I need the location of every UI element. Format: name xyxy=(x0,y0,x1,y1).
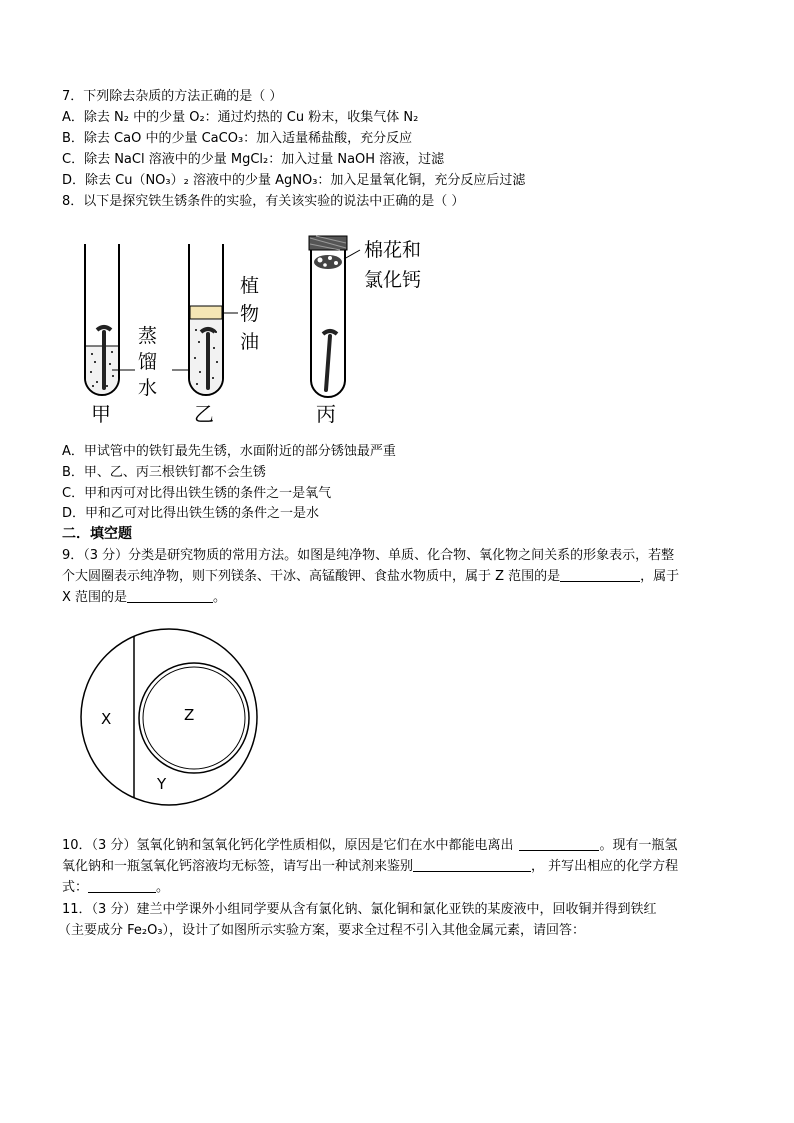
q10-line-2-text: 氧化钠和一瓶氢氧化钙溶液均无标签，请写出一种试剂来鉴别 xyxy=(62,859,414,874)
q10-line-1-tail: 。现有一瓶氢 xyxy=(599,838,678,853)
tube-yi xyxy=(172,244,238,395)
q9-line-3-tail: 。 xyxy=(213,590,227,605)
q11-line-2: （主要成分 Fe₂O₃），设计了如图所示实验方案，要求全过程不引入其他金属元素，请回答： xyxy=(58,923,586,938)
label-water-3: 水 xyxy=(138,377,158,399)
q9-line-2-text: 个大圆圈表示纯净物，则下列镁条、干冰、高锰酸钾、食盐水物质中，属于 Z 范围的是 xyxy=(62,569,561,584)
q8-option-c: C．甲和丙可对比得出铁生锈的条件之一是氧气 xyxy=(62,486,332,501)
q11-line-1: 11．（3 分）建兰中学课外小组同学要从含有氯化钠、氯化铜和氯化亚铁的某废液中，回收铜并得到铁红 xyxy=(62,902,657,917)
label-cotton-1: 棉花和 xyxy=(364,239,422,261)
q10-line-3-text: 式： xyxy=(62,880,89,895)
section-title: 二．填空题 xyxy=(62,526,132,542)
answer-blank-reagent[interactable] xyxy=(413,858,531,872)
q10-line-1-text: 10．（3 分）氢氧化钠和氢氧化钙化学性质相似，原因是它们在水中都能电离出 xyxy=(62,838,514,853)
label-water-1: 蒸 xyxy=(138,325,158,347)
q10-line-2 xyxy=(62,858,678,876)
q8-option-b: B．甲、乙、丙三根铁钉都不会生锈 xyxy=(62,465,266,480)
tube-bing xyxy=(309,236,360,397)
label-water-2: 馏 xyxy=(138,351,158,373)
label-cotton-2: 氯化钙 xyxy=(364,269,422,291)
q10-line-3-tail: 。 xyxy=(156,880,170,895)
q9-line-3-text: X 范围的是 xyxy=(62,590,128,605)
q10-line-2-tail: ， 并写出相应的化学方程 xyxy=(531,859,679,874)
label-tube-jia: 甲 xyxy=(91,402,111,426)
venn-label-x: X xyxy=(101,710,112,728)
cotton-calcium-chloride xyxy=(314,255,342,269)
q10-line-1 xyxy=(62,837,677,855)
answer-blank-z[interactable] xyxy=(560,568,640,582)
label-oil-2: 物 xyxy=(240,303,260,325)
q9-line-3 xyxy=(62,589,226,607)
q9-line-2-tail: ，属于 xyxy=(640,569,680,584)
q7-stem: 7．下列除去杂质的方法正确的是（ ） xyxy=(62,89,283,104)
label-tube-yi: 乙 xyxy=(194,402,214,426)
q9-line-1: 9．（3 分）分类是研究物质的常用方法。如图是纯净物、单质、化合物、氧化物之间关系的形象表示，若整 xyxy=(62,548,675,563)
q8-option-a: A．甲试管中的铁钉最先生锈，水面附近的部分锈蚀最严重 xyxy=(62,444,396,459)
classification-venn-figure xyxy=(81,629,257,805)
venn-label-y: Y xyxy=(157,775,167,793)
venn-label-z: Z xyxy=(184,706,195,724)
q7-option-b: B．除去 CaO 中的少量 CaCO₃：加入适量稀盐酸，充分反应 xyxy=(62,131,413,146)
label-oil-1: 植 xyxy=(240,275,260,297)
label-tube-bing: 丙 xyxy=(316,402,336,426)
q10-line-3 xyxy=(62,879,169,897)
q9-line-2 xyxy=(62,568,679,586)
answer-blank-x[interactable] xyxy=(127,589,213,603)
plant-oil-layer xyxy=(190,306,222,319)
answer-blank-ion[interactable] xyxy=(519,837,599,851)
q7-option-d: D．除去 Cu（NO₃）₂ 溶液中的少量 AgNO₃：加入足量氧化铜，充分反应后过滤 xyxy=(62,173,526,188)
tube-jia xyxy=(85,244,135,395)
answer-blank-equation[interactable] xyxy=(88,879,156,893)
q8-option-d: D．甲和乙可对比得出铁生锈的条件之一是水 xyxy=(62,506,320,521)
q7-option-a: A．除去 N₂ 中的少量 O₂：通过灼热的 Cu 粉末，收集气体 N₂ xyxy=(62,110,419,125)
q7-option-c: C．除去 NaCl 溶液中的少量 MgCl₂：加入过量 NaOH 溶液，过滤 xyxy=(62,152,445,167)
q8-stem: 8．以下是探究铁生锈条件的实验，有关该实验的说法中正确的是（ ） xyxy=(62,194,465,209)
label-oil-3: 油 xyxy=(240,331,260,353)
